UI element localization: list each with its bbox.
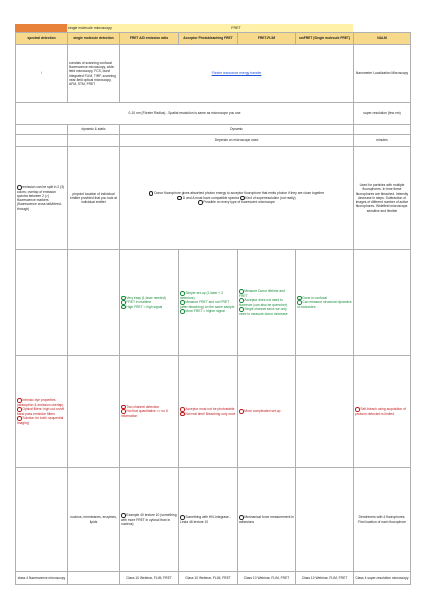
- cons-fret-ad: [120, 356, 179, 468]
- col-header-smfret: smFRET (Single molecule FRET): [296, 33, 354, 45]
- apps-spectral-blank: [16, 468, 68, 572]
- bullet-icon: [149, 191, 154, 196]
- description-row: [16, 45, 411, 103]
- bullet-icon: [180, 407, 185, 412]
- spectral-description: /: [16, 45, 68, 103]
- principle-row: [16, 147, 411, 250]
- apps-flim: Mechanical force measurement in adhesions: [238, 468, 296, 572]
- dynamic-nalm-blank: [354, 125, 411, 135]
- microscope-nalm: minutes: [354, 135, 411, 147]
- pro-item: Can measure structural dynamics of molecules: [297, 300, 352, 309]
- col-header-acceptor: Acceptor Photobleaching FRET: [179, 33, 238, 45]
- microscope-text: Depends on microscope used: [120, 135, 354, 147]
- pro-item: Measure FRET and not FRET (after bleaching) on the same sample: [180, 300, 235, 309]
- principle-spectral: emission can be split in 2 (3) colors; overlap of emission spectra between 2 (>) fluorescence markers (fluorescence cross talk/bleed-through): [16, 147, 68, 250]
- bullet-icon: [239, 409, 244, 414]
- principle-fret-main: Donor fluorophore gives absorbed photon energy to acceptor fluorophore that emits photon if they are close together: [121, 191, 352, 196]
- con-item: Not real time! Bleaching only once: [180, 412, 236, 417]
- blank-title-cell: [353, 24, 410, 32]
- pro-item: High FRET = high signal: [121, 305, 177, 310]
- resolution-text: 0-10 nm (Förster Radius) - Spatial resolution is same as microscope you use: [16, 103, 354, 125]
- ref-fret-ad: Class 10 Webinar, FLIM, FRET: [120, 572, 179, 585]
- resolution-nalm: super-resolution (few nm): [354, 103, 411, 125]
- pros-spectral-blank: [16, 250, 68, 356]
- pros-row: [16, 250, 411, 356]
- col-header-flim: FRET-FLIM: [238, 33, 296, 45]
- single-molecule-title-cell: single molecule microscopy: [67, 24, 119, 32]
- dynamic-spectral-blank: [16, 125, 68, 135]
- col-header-nalm: NALM: [354, 33, 411, 45]
- ref-flim: Class 10 Webinar, FLIM, FRET: [238, 572, 296, 585]
- pros-single-blank: [68, 250, 120, 356]
- con-item: Two channel detection: [121, 405, 177, 410]
- pros-acceptor: [179, 250, 238, 356]
- microscope-single-blank: [68, 135, 120, 147]
- resolution-row: [16, 103, 411, 125]
- cons-flim: [238, 356, 296, 468]
- principle-nalm: Used for particles with multiple fluorophores. In time these fluorophores are bleached. Intensity decrease in steps. Subtraction of images of different number of active fluorophores. Widefield microscope. sensitive and flexible: [354, 147, 411, 250]
- pros-flim: [238, 250, 296, 356]
- bullet-icon: [121, 305, 126, 310]
- header-row: [16, 33, 411, 45]
- col-header-single-molecule: single molecule detection: [68, 33, 120, 45]
- pros-fret-ad: [120, 250, 179, 356]
- microscope-row: [16, 135, 411, 147]
- ref-acceptor: Class 10 Webinar, FLIM, FRET: [179, 572, 238, 585]
- comparison-table: [15, 32, 411, 585]
- ref-nalm: Class 4 super-resolution microscopy: [354, 572, 411, 585]
- pro-item: Measure Donor lifetime and FRET: [239, 289, 285, 298]
- dynamic-row: [16, 125, 411, 135]
- bullet-icon: [198, 200, 203, 205]
- bullet-icon: [180, 412, 185, 417]
- dynamic-static-cell: dynamic & static: [68, 125, 120, 135]
- single-molecule-description: consists of scanning confocal fluorescence microscopy, wide-field microscopy, FCS, burst integrated FLIM, TIRF, scanning near-field optical microscopy, AFM, STM, FRET: [68, 45, 120, 103]
- applications-row: [16, 468, 411, 572]
- con-item: Acceptor must not be photostable: [180, 407, 236, 412]
- cons-spectral: [16, 356, 68, 468]
- apps-single-molecule: nucleus, membranes, enzymes, lipids: [68, 468, 120, 572]
- apps-fret-ad: Example 40 texture 10 (something with more FRET in cytosol than in nucleus): [120, 468, 179, 572]
- fret-wiki-link[interactable]: Förster resonance energy transfer: [211, 71, 262, 76]
- con-item: Solution for both: sequential imaging: [17, 416, 64, 425]
- cons-acceptor: [179, 356, 238, 468]
- reference-row: [16, 572, 411, 585]
- microscope-spectral-blank: [16, 135, 68, 147]
- con-item: Intrinsic dye properties (absorption & emission overlap): [17, 398, 64, 407]
- col-header-fret-ad: FRET A/D emission ratio: [120, 33, 179, 45]
- principle-fret-b3: Possible on every type of fluorescent microscope: [121, 200, 352, 205]
- pro-item: Very easy (1 laser needed): [121, 296, 177, 301]
- apps-acceptor: Something with HIV-integrase - Linda 46 texture 10: [179, 468, 238, 572]
- pro-item: Done in confocal: [297, 296, 352, 301]
- pro-item: More FRET = higher signal: [180, 309, 236, 314]
- cons-row: [16, 356, 411, 468]
- dynamic-fret-cell: Dynamic: [120, 125, 354, 135]
- apps-smfret-blank: [296, 468, 354, 572]
- bullet-icon: [180, 309, 185, 314]
- apps-nalm: Dendrimers with 4 fluorophores. Find location of each fluorophore: [354, 468, 411, 572]
- fret-title-cell: FRET: [119, 24, 353, 32]
- pros-smfret: [296, 250, 354, 356]
- pros-nalm-blank: [354, 250, 411, 356]
- ref-smfret: Class 10 Webinar, FLIM, FRET: [296, 572, 354, 585]
- cons-smfret-blank: [296, 356, 354, 468]
- con-item: Optical filters: high cut-on/off band pass emission filters: [17, 407, 65, 416]
- con-item: More complicated set-up: [239, 409, 294, 414]
- ref-single-blank: [68, 572, 120, 585]
- pro-item: Acceptor does not need to fluoresce (can also be quencher): [239, 298, 288, 307]
- pro-item: Single channel since we only need to measure donor decrease: [239, 307, 288, 316]
- fret-description: [120, 45, 354, 103]
- principle-fret: [120, 147, 354, 250]
- pro-item: Simple set-up (1 laser + 2 detectors): [180, 291, 224, 300]
- principle-single-molecule: pinpoint location of individual emitter provided that you look at individual emitter: [68, 147, 120, 250]
- ref-spectral: class 4 fluorescence microscopy: [16, 572, 68, 585]
- con-item: Self-bleach using acquisition of photons detected is limited: [355, 407, 406, 416]
- orange-title-cell: [15, 24, 67, 32]
- cons-nalm: [354, 356, 411, 468]
- pro-item: FRET in realtime: [121, 300, 177, 305]
- con-item: Not that quantitative => no 6 information: [121, 409, 168, 418]
- bullet-icon: [177, 196, 182, 201]
- principle-fret-b1: D and A must have compatible spectra Kind of superresolution (not really): [121, 196, 352, 201]
- nalm-description: Nanometer Localization Microscopy: [354, 45, 411, 103]
- cons-single-blank: [68, 356, 120, 468]
- col-header-spectral: spectral detection: [16, 33, 68, 45]
